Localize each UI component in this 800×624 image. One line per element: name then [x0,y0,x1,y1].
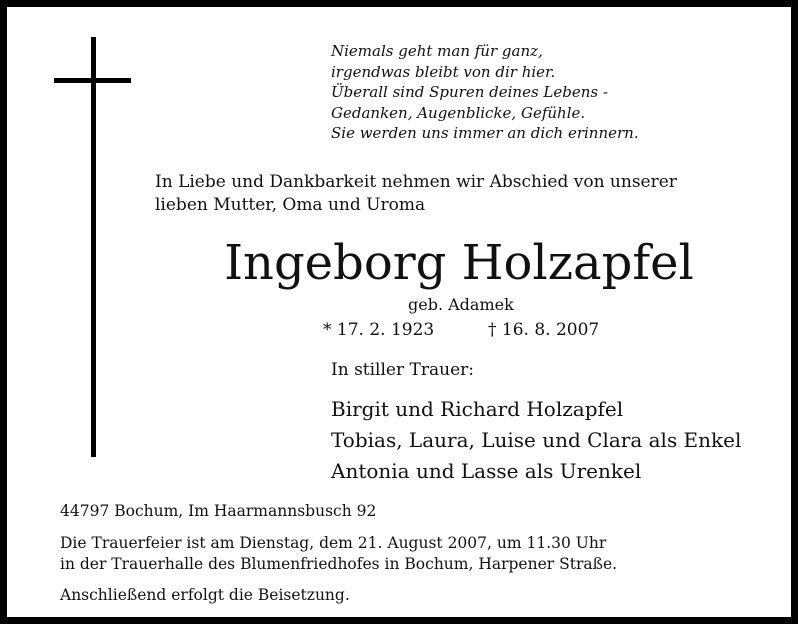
cross-icon-horizontal-bar [54,78,131,83]
service-line: in der Trauerhalle des Blumenfriedhofes in Bochum, Harpener Straße. [60,555,618,573]
burial-line: Anschließend erfolgt die Beisetzung. [60,586,350,604]
service-line: Die Trauerfeier ist am Dienstag, dem 21. August 2007, um 11.30 Uhr [60,534,607,552]
mourners-heading: In stiller Trauer: [331,360,474,380]
intro-line: In Liebe und Dankbarkeit nehmen wir Abschied von unserer [155,172,677,192]
birth-date: * 17. 2. 1923 [323,320,435,340]
mourner-line: Tobias, Laura, Luise und Clara als Enkel [331,428,742,452]
mourner-line: Antonia und Lasse als Urenkel [331,459,642,483]
service-info [60,533,617,575]
address [60,501,376,522]
poem-line: irgendwas bleibt von dir hier. [331,62,556,81]
deceased-name-text: Ingeborg Holzapfel [224,235,694,291]
mourner-line: Birgit und Richard Holzapfel [331,397,624,421]
death-date: † 16. 8. 2007 [488,320,600,340]
mourners-list [331,394,741,487]
poem-line: Gedanken, Augenblicke, Gefühle. [331,103,586,122]
burial-info [60,585,350,606]
poem-line: Niemals geht man für ganz, [331,42,543,60]
intro-line: lieben Mutter, Oma und Uroma [155,195,426,215]
address-line: 44797 Bochum, Im Haarmannsbusch 92 [60,502,377,520]
poem-line: Sie werden uns immer an dich erinnern. [331,124,639,142]
poem [331,41,639,144]
intro-text [155,171,677,217]
deceased-name [7,233,791,293]
poem-line: Überall sind Spuren deines Lebens - [331,83,608,101]
birth-name: geb. Adamek [408,295,514,314]
